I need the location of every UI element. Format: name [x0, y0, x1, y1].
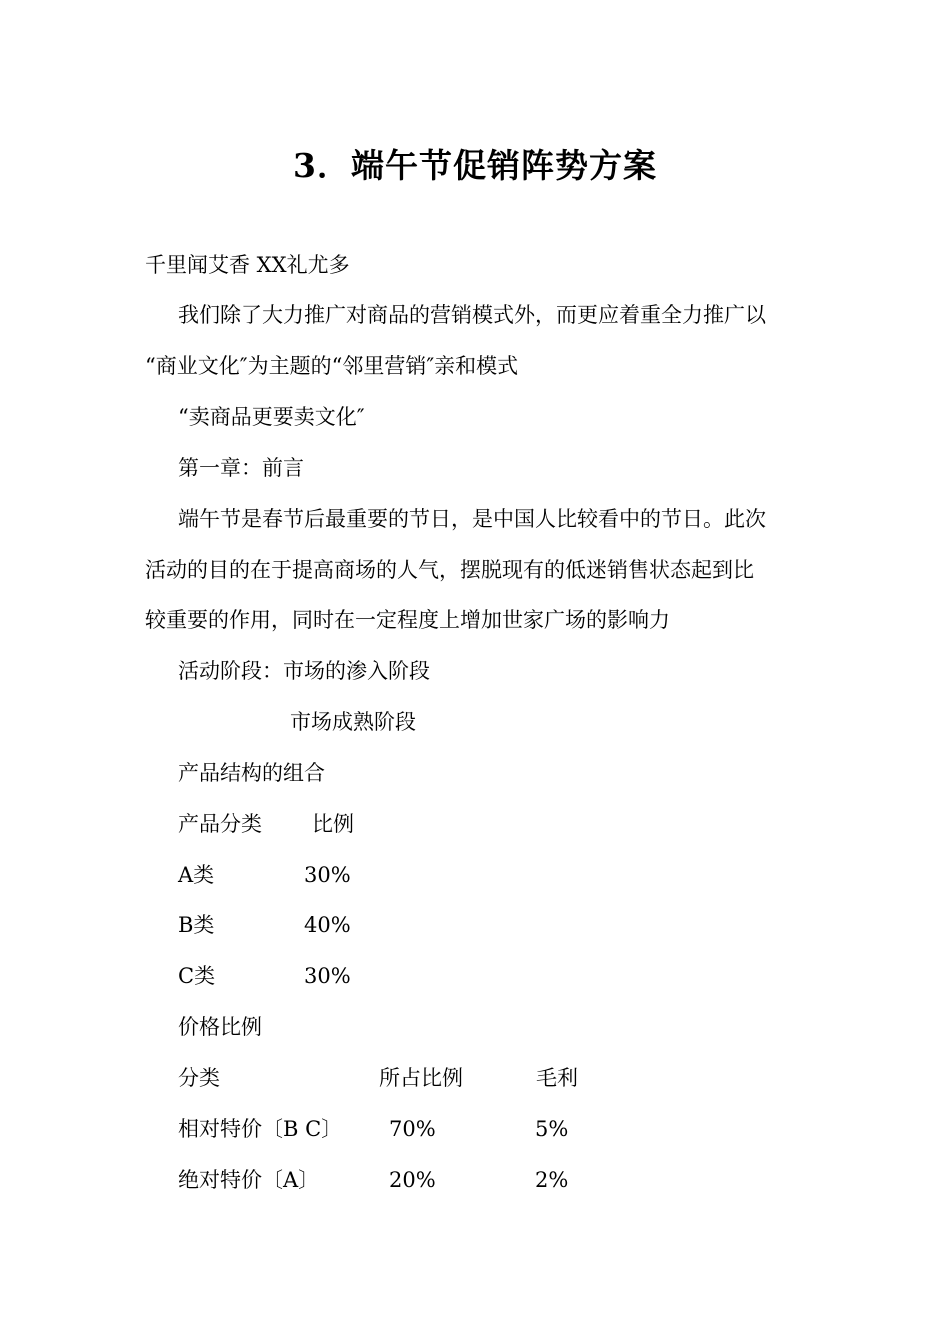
chapter-heading: 第一章：前言: [178, 456, 304, 480]
product-table-header-category: 产品分类: [178, 812, 262, 836]
product-table-row-ratio: 40%: [304, 913, 351, 937]
product-table-header-ratio: 比例: [312, 812, 354, 836]
product-table-row-category: C类: [178, 964, 216, 988]
document-title: 3．端午节促销阵势方案: [293, 146, 657, 185]
price-table-row-margin: 5%: [535, 1117, 569, 1141]
price-table-row-share: 70%: [389, 1117, 436, 1141]
price-table-row-category: 相对特价〔B C〕: [178, 1117, 343, 1141]
intro-line-2: “商业文化″为主题的“邻里营销″亲和模式: [145, 354, 519, 378]
stage-second: 市场成熟阶段: [290, 710, 416, 734]
price-heading: 价格比例: [178, 1015, 262, 1039]
price-table-header-share: 所占比例: [379, 1066, 463, 1090]
subtitle: 千里闻艾香 XX礼尤多: [145, 253, 350, 277]
price-table-row-share: 20%: [389, 1168, 436, 1192]
paragraph-line-3: 较重要的作用，同时在一定程度上增加世家广场的影响力: [145, 608, 670, 632]
price-table-header-category: 分类: [178, 1066, 220, 1090]
product-table-row-ratio: 30%: [304, 863, 351, 887]
price-table-header-margin: 毛利: [536, 1066, 578, 1090]
product-table-row-ratio: 30%: [304, 964, 351, 988]
product-structure-heading: 产品结构的组合: [178, 761, 325, 785]
paragraph-line-2: 活动的目的在于提高商场的人气，摆脱现有的低迷销售状态起到比: [145, 558, 754, 582]
stage-label: 活动阶段：市场的渗入阶段: [178, 659, 430, 683]
price-table-row-margin: 2%: [535, 1168, 569, 1192]
paragraph-line-1: 端午节是春节后最重要的节日，是中国人比较看中的节日。此次: [178, 507, 766, 531]
product-table-row-category: B类: [178, 913, 215, 937]
slogan: “卖商品更要卖文化″: [178, 405, 365, 429]
product-table-row-category: A类: [178, 863, 215, 887]
price-table-row-category: 绝对特价〔A〕: [178, 1168, 320, 1192]
intro-line-1: 我们除了大力推广对商品的营销模式外，而更应着重全力推广以: [178, 303, 766, 327]
